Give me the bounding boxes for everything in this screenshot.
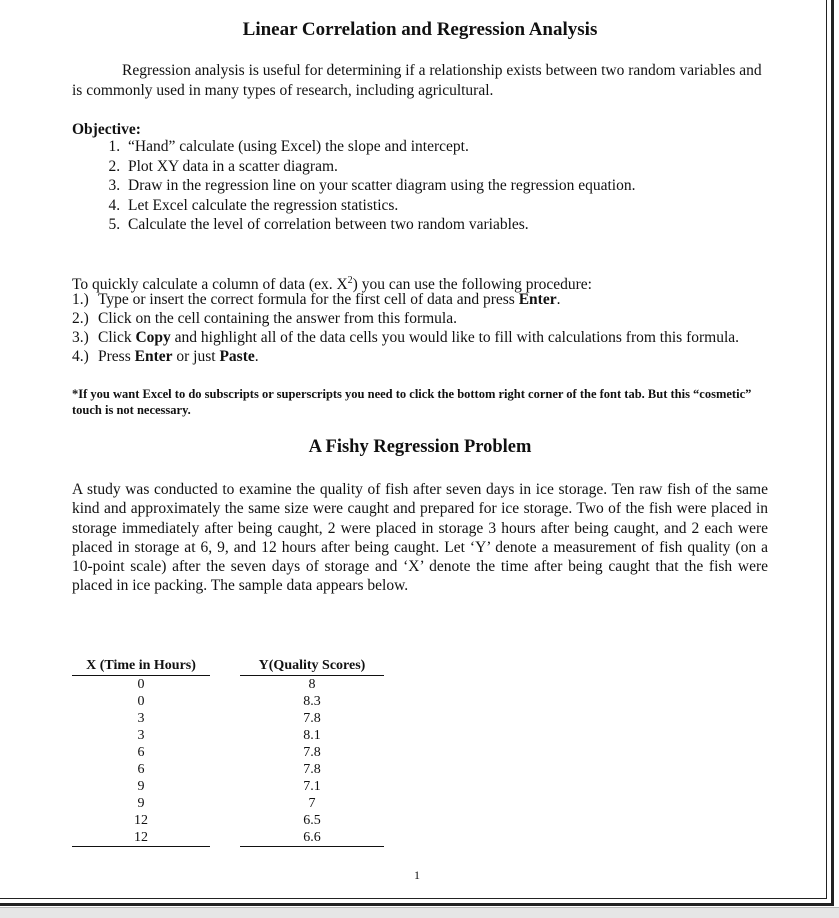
x-cell: 6 xyxy=(137,762,145,777)
intro-paragraph: Regression analysis is useful for determining if a relationship exists between two random variables and is commonly used in many types of research, including agricultural. xyxy=(72,62,762,99)
procedure-steps xyxy=(72,290,762,366)
step-text-end: . xyxy=(556,291,561,308)
formatting-note: *If you want Excel to do subscripts or superscripts you need to click the bottom right corner of the font tab. But this “cosmetic” touch is not necessary. xyxy=(72,387,752,417)
section-title: A Fishy Regression Problem xyxy=(308,437,532,457)
procedure-step xyxy=(72,328,762,347)
table-row xyxy=(72,710,384,727)
table-row xyxy=(72,795,384,812)
y-cell: 6.6 xyxy=(240,829,384,847)
step-keyword: Copy xyxy=(135,329,171,346)
procedure-heading-text: To quickly calculate a column of data (ex. X xyxy=(72,276,348,294)
step-text: Click on the cell containing the answer from this formula. xyxy=(98,310,457,327)
step-number: 1.) xyxy=(72,291,89,308)
x-cell: 6 xyxy=(137,745,145,760)
step-text: Press xyxy=(98,348,135,365)
x-cell: 12 xyxy=(72,829,210,847)
x-cell: 3 xyxy=(137,711,145,726)
step-text: Click xyxy=(98,329,136,346)
y-cell: 8 xyxy=(308,677,316,692)
objectives-list xyxy=(99,137,764,235)
step-text-end: and highlight all of the data cells you would like to fill with calculations from this formula. xyxy=(170,329,740,346)
x-cell: 12 xyxy=(134,813,148,828)
procedure-step xyxy=(72,309,762,328)
column-gap xyxy=(210,761,240,778)
page-number: 1 xyxy=(414,868,420,882)
sample-data-table xyxy=(72,657,384,847)
column-gap xyxy=(210,710,240,727)
column-header-x: X (Time in Hours) xyxy=(72,657,210,676)
superscript-2: 2 xyxy=(347,275,353,286)
document-title: Linear Correlation and Regression Analysis xyxy=(242,19,598,40)
objective-item: 2. Plot XY data in a scatter diagram. xyxy=(124,157,764,177)
y-cell: 7 xyxy=(308,796,316,811)
column-gap xyxy=(210,693,240,710)
table-row xyxy=(72,812,384,829)
table-row xyxy=(72,829,384,847)
column-gap xyxy=(210,812,240,829)
y-cell: 6.5 xyxy=(303,813,321,828)
column-gap xyxy=(210,829,240,847)
step-number: 3.) xyxy=(72,329,89,346)
objective-item: 5. Calculate the level of correlation between two random variables. xyxy=(124,215,764,235)
y-cell: 8.3 xyxy=(303,694,321,709)
column-gap xyxy=(210,657,240,676)
column-gap xyxy=(210,795,240,812)
step-text: Type or insert the correct formula for the first cell of data and press xyxy=(98,291,519,308)
objective-item: 1. “Hand” calculate (using Excel) the slope and intercept. xyxy=(124,137,764,157)
procedure-heading-tail: ) you can use the following procedure: xyxy=(352,276,592,294)
table-row xyxy=(72,744,384,761)
column-gap xyxy=(210,744,240,761)
y-cell: 7.8 xyxy=(303,711,321,726)
y-cell: 7.1 xyxy=(303,779,321,794)
x-cell: 0 xyxy=(137,694,145,709)
procedure-step xyxy=(72,347,762,366)
table-row xyxy=(72,693,384,710)
step-text-mid: or just xyxy=(172,348,220,365)
step-number: 2.) xyxy=(72,310,89,327)
step-number: 4.) xyxy=(72,348,89,365)
objective-item: 3. Draw in the regression line on your scatter diagram using the regression equation. xyxy=(124,176,764,196)
procedure-step xyxy=(72,290,762,309)
column-gap xyxy=(210,727,240,744)
table-row xyxy=(72,761,384,778)
objective-item: 4. Let Excel calculate the regression statistics. xyxy=(124,196,764,216)
table-row xyxy=(72,727,384,744)
viewer-bottom-strip xyxy=(0,907,839,918)
y-cell: 7.8 xyxy=(303,745,321,760)
column-gap xyxy=(210,676,240,694)
step-text-end: . xyxy=(254,348,259,365)
step-keyword: Enter xyxy=(518,291,557,308)
objective-heading: Objective: xyxy=(72,121,141,138)
x-cell: 0 xyxy=(137,677,145,692)
problem-paragraph: A study was conducted to examine the quality of fish after seven days in ice storage. Ten raw fish of the same kind and approximately the same size were caught and prepared for ice storage. Two of the fish were placed in storage immediately after being caught, 2 were placed in storage 3 hours after being caught, and 2 each were placed in storage at 6, 9, and 12 hours after being caught. Let ‘Y’ denote a measurement of fish quality (on a 10-point scale) after the seven days of storage and ‘X’ denote the time after being caught that the fish were placed in ice packing. The sample data appears below. xyxy=(72,481,768,595)
y-cell: 7.8 xyxy=(303,762,321,777)
table-row xyxy=(72,676,384,694)
table-row xyxy=(72,778,384,795)
y-cell: 8.1 xyxy=(303,728,321,743)
x-cell: 3 xyxy=(137,728,145,743)
column-gap xyxy=(210,778,240,795)
step-keyword: Enter xyxy=(134,348,173,365)
table-header-row xyxy=(72,657,384,676)
x-cell: 9 xyxy=(137,796,145,811)
x-cell: 9 xyxy=(137,779,145,794)
step-keyword-2: Paste xyxy=(219,348,255,365)
column-header-y: Y(Quality Scores) xyxy=(240,657,384,676)
